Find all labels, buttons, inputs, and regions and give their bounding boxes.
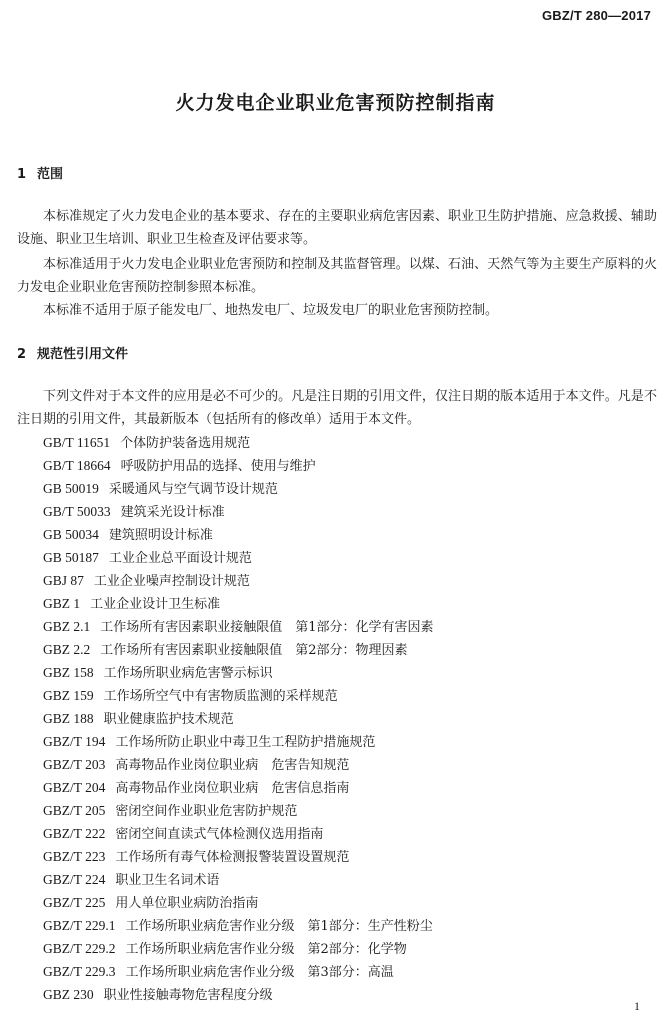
- page-number: 1: [634, 999, 640, 1013]
- reference-title: 采暖通风与空气调节设计规范: [108, 482, 278, 497]
- reference-code: GBZ 2.2: [43, 642, 91, 657]
- reference-item: [43, 799, 434, 822]
- reference-title: 工业企业总平面设计规范: [108, 551, 252, 566]
- reference-item: [43, 891, 434, 914]
- reference-code: GB 50187: [43, 550, 99, 565]
- reference-item: [43, 914, 434, 937]
- reference-item: [43, 983, 434, 1006]
- reference-item: [43, 615, 434, 638]
- reference-title: 建筑照明设计标准: [108, 528, 213, 543]
- reference-code: GBZ/T 205: [43, 803, 106, 818]
- reference-code: GB/T 11651: [43, 435, 111, 450]
- reference-code: GBZ 1: [43, 596, 81, 611]
- section-1-title: 范围: [37, 167, 64, 182]
- section-1-heading: [17, 167, 63, 183]
- reference-code: GBZ 188: [43, 711, 94, 726]
- reference-title: 高毒物品作业岗位职业病 危害告知规范: [115, 758, 350, 773]
- reference-code: GBZ/T 203: [43, 757, 106, 772]
- references-intro-paragraph: 下列文件对于本文件的应用是必不可少的。凡是注日期的引用文件，仅注日期的版本适用于本文件。凡是不注日期的引用文件，其最新版本（包括所有的修改单）适用于本文件。: [17, 389, 657, 427]
- reference-title: 工作场所职业病危害作业分级 第3部分：高温: [125, 965, 394, 980]
- scope-paragraph-2: 本标准适用于火力发电企业职业危害预防和控制及其监督管理。以煤、石油、天然气等为主要生产原料的火力发电企业职业危害预防控制参照本标准。: [17, 257, 657, 295]
- reference-code: GBZ 230: [43, 987, 94, 1002]
- reference-title: 用人单位职业病防治指南: [115, 896, 259, 911]
- reference-title: 工作场所职业病危害作业分级 第2部分：化学物: [125, 942, 407, 957]
- reference-title: 密闭空间直读式气体检测仪选用指南: [115, 827, 324, 842]
- reference-title: 工作场所空气中有害物质监测的采样规范: [103, 689, 338, 704]
- reference-title: 高毒物品作业岗位职业病 危害信息指南: [115, 781, 350, 796]
- reference-title: 个体防护装备选用规范: [120, 436, 251, 451]
- reference-item: [43, 707, 434, 730]
- reference-title: 工作场所有毒气体检测报警装置设置规范: [115, 850, 350, 865]
- reference-title: 建筑采光设计标准: [120, 505, 225, 520]
- reference-code: GBZ 158: [43, 665, 94, 680]
- reference-title: 职业性接触毒物危害程度分级: [103, 988, 273, 1003]
- reference-code: GBZ/T 224: [43, 872, 106, 887]
- reference-item: [43, 477, 434, 500]
- reference-item: [43, 661, 434, 684]
- reference-item: [43, 546, 434, 569]
- reference-code: GBZ/T 194: [43, 734, 106, 749]
- reference-code: GBZ/T 204: [43, 780, 106, 795]
- reference-item: [43, 638, 434, 661]
- reference-code: GBZ 2.1: [43, 619, 91, 634]
- reference-item: [43, 845, 434, 868]
- reference-title: 工作场所职业病危害警示标识: [103, 666, 273, 681]
- reference-code: GBJ 87: [43, 573, 84, 588]
- reference-title: 密闭空间作业职业危害防护规范: [115, 804, 298, 819]
- reference-code: GB 50034: [43, 527, 99, 542]
- reference-code: GBZ/T 225: [43, 895, 106, 910]
- reference-item: [43, 776, 434, 799]
- reference-item: [43, 730, 434, 753]
- reference-code: GB/T 18664: [43, 458, 111, 473]
- reference-item: [43, 569, 434, 592]
- section-2-title: 规范性引用文件: [37, 347, 129, 362]
- reference-title: 工业企业设计卫生标准: [90, 597, 221, 612]
- reference-code: GBZ 159: [43, 688, 94, 703]
- reference-title: 工作场所防止职业中毒卫生工程防护措施规范: [115, 735, 376, 750]
- scope-paragraph-1: 本标准规定了火力发电企业的基本要求、存在的主要职业病危害因素、职业卫生防护措施、应急救援、辅助设施、职业卫生培训、职业卫生检查及评估要求等。: [17, 209, 657, 247]
- reference-item: [43, 753, 434, 776]
- reference-code: GBZ/T 229.2: [43, 941, 116, 956]
- reference-item: [43, 684, 434, 707]
- reference-code: GBZ/T 223: [43, 849, 106, 864]
- reference-code: GBZ/T 222: [43, 826, 106, 841]
- reference-list: [43, 431, 434, 1006]
- reference-title: 呼吸防护用品的选择、使用与维护: [120, 459, 316, 474]
- reference-title: 职业卫生名词术语: [115, 873, 220, 888]
- reference-item: [43, 868, 434, 891]
- reference-code: GB 50019: [43, 481, 99, 496]
- section-2-heading: [17, 347, 128, 363]
- section-1-number: 1: [17, 167, 27, 182]
- reference-item: [43, 431, 434, 454]
- reference-title: 工作场所职业病危害作业分级 第1部分：生产性粉尘: [125, 919, 433, 934]
- reference-item: [43, 592, 434, 615]
- standard-code: GBZ/T 280—2017: [541, 8, 651, 23]
- reference-title: 职业健康监护技术规范: [103, 712, 234, 727]
- reference-title: 工作场所有害因素职业接触限值 第1部分：化学有害因素: [100, 620, 434, 635]
- reference-item: [43, 937, 434, 960]
- reference-title: 工作场所有害因素职业接触限值 第2部分：物理因素: [100, 643, 408, 658]
- document-title: 火力发电企业职业危害预防控制指南: [175, 92, 496, 114]
- reference-code: GBZ/T 229.1: [43, 918, 116, 933]
- reference-item: [43, 822, 434, 845]
- reference-item: [43, 500, 434, 523]
- reference-title: 工业企业噪声控制设计规范: [93, 574, 250, 589]
- section-2-number: 2: [17, 347, 27, 362]
- scope-paragraph-3: 本标准不适用于原子能发电厂、地热发电厂、垃圾发电厂的职业危害预防控制。: [43, 303, 499, 318]
- reference-item: [43, 960, 434, 983]
- reference-code: GB/T 50033: [43, 504, 111, 519]
- reference-item: [43, 523, 434, 546]
- reference-item: [43, 454, 434, 477]
- reference-code: GBZ/T 229.3: [43, 964, 116, 979]
